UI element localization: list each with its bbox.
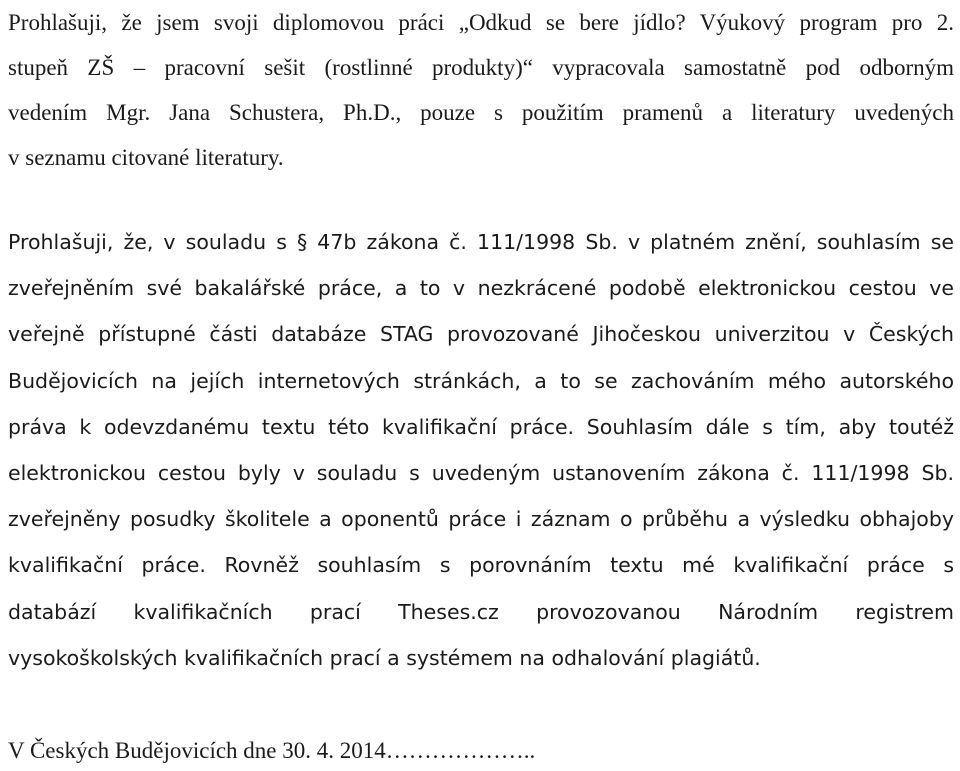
text-line: vedením Mgr. Jana Schustera, Ph.D., pouze s použitím pramenů a literatury uvedených <box>8 100 954 125</box>
text-line: elektronickou cestou byly v souladu s uvedeným ustanovením zákona č. 111/1998 Sb. <box>8 460 954 485</box>
text-line: v seznamu citované literatury. <box>8 145 284 170</box>
signature-dots: ……………….. <box>385 738 536 763</box>
declaration-paragraph-publication-consent <box>8 219 954 681</box>
text-line: databází kvalifikačních prací Theses.cz provozovanou Národním registrem <box>8 599 954 624</box>
text-line: veřejně přístupné části databáze STAG provozované Jihočeskou univerzitou v Českých <box>8 322 954 347</box>
text-line: Prohlašuji, že jsem svoji diplomovou práci „Odkud se bere jídlo? Výukový program pro 2. <box>8 10 954 35</box>
text-line: stupeň ZŠ – pracovní sešit (rostlinné produkty)“ vypracovala samostatně pod odborným <box>8 55 954 80</box>
text-line: práva k odevzdanému textu této kvalifikační práce. Souhlasím dále s tím, aby toutéž <box>8 414 954 439</box>
signature-line <box>8 732 954 770</box>
text-line: Budějovicích na jejích internetových stránkách, a to se zachováním mého autorského <box>8 368 954 393</box>
place-date-line <box>8 732 954 770</box>
text-line: Prohlašuji, že, v souladu s § 47b zákona č. 111/1998 Sb. v platném znění, souhlasím se <box>8 230 954 254</box>
text-line: kvalifikační práce. Rovněž souhlasím s porovnáním textu mé kvalifikační práce s <box>8 553 954 578</box>
text-line: vysokoškolských kvalifikačních prací a systémem na odhalování plagiátů. <box>8 645 761 670</box>
text-line: zveřejněním své bakalářské práce, a to v nezkrácené podobě elektronickou cestou ve <box>8 276 954 301</box>
declaration-paragraph-authorship <box>8 0 954 180</box>
place-date: V Českých Budějovicích dne 30. 4. 2014 <box>8 738 386 763</box>
text-line: zveřejněny posudky školitele a oponentů práce i záznam o průběhu a výsledku obhajoby <box>8 507 954 532</box>
